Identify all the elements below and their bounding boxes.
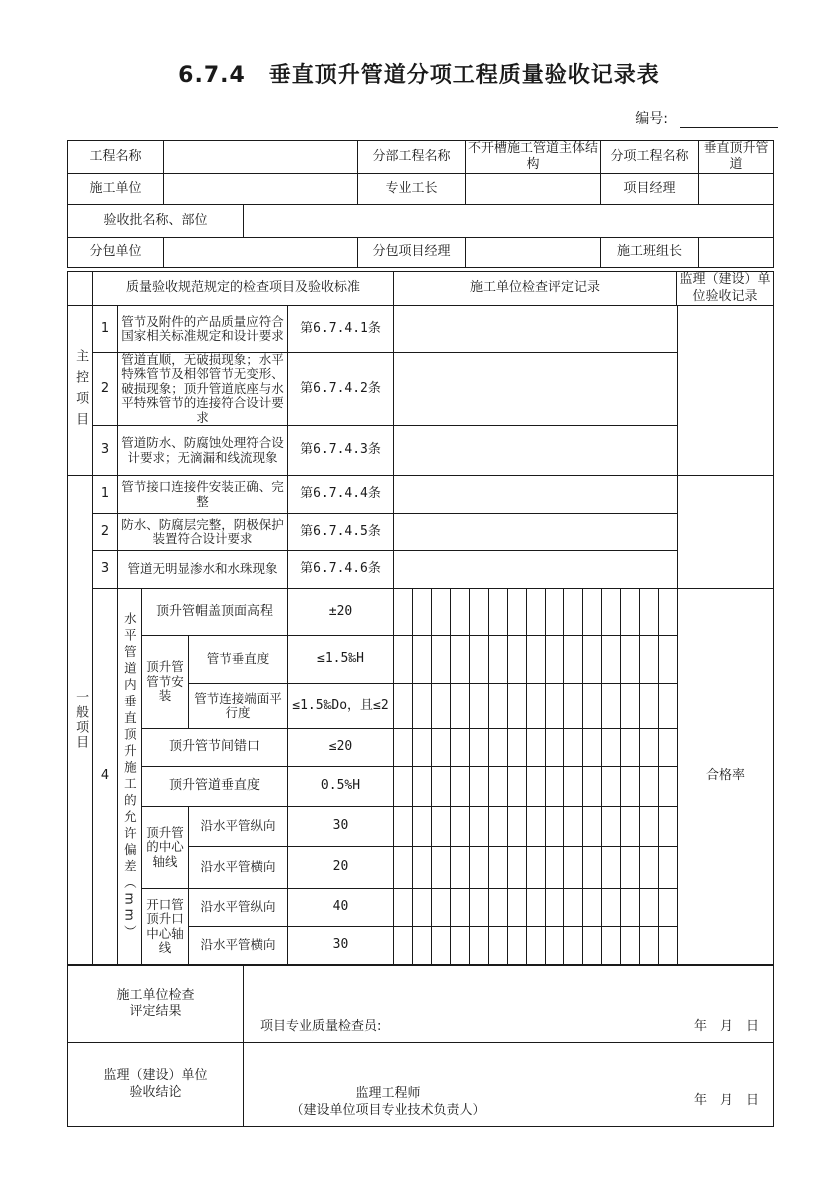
record-grid-cell[interactable]: [489, 589, 508, 635]
record-grid-cell[interactable]: [564, 807, 583, 846]
record-grid-cell[interactable]: [583, 684, 602, 728]
supervisor-conclusion-label: 监理（建设）单位验收结论: [103, 1068, 208, 1100]
record-grid-cell[interactable]: [451, 684, 470, 728]
record-grid-cell[interactable]: [451, 729, 470, 766]
deviation-row: [189, 807, 677, 847]
record-grid-cell[interactable]: [659, 729, 677, 766]
deviation-description: 顶升管节间错口: [142, 729, 288, 767]
record-grid-cell[interactable]: [583, 589, 602, 635]
record-grid-cell[interactable]: [640, 767, 659, 806]
allowed-deviation-section: [93, 589, 677, 964]
serial-label: 编号:: [635, 111, 668, 127]
builder-value[interactable]: [164, 174, 358, 205]
record-grid-cell[interactable]: [470, 684, 489, 728]
master-item-row: [93, 353, 677, 426]
item-standard-ref: 第6.7.4.2条: [288, 353, 394, 426]
record-grid-cell[interactable]: [470, 927, 489, 964]
record-grid-cell[interactable]: [564, 889, 583, 926]
record-grid-cell[interactable]: [394, 589, 413, 635]
deviation-group-label: 顶升管管节安装: [142, 636, 189, 729]
record-grid-cell[interactable]: [564, 729, 583, 766]
item-number: 2: [93, 514, 118, 551]
acceptance-batch-value[interactable]: [244, 205, 773, 238]
header-items-label: 质量验收规范规定的检查项目及验收标准: [93, 272, 394, 306]
deviation-tolerance: ≤1.5‰Do，且≤2: [288, 684, 394, 729]
record-grid-cell[interactable]: [621, 847, 640, 888]
deviation-description: 沿水平管纵向: [189, 889, 288, 927]
record-grid-cell[interactable]: [640, 807, 659, 846]
record-grid-cell[interactable]: [432, 767, 451, 806]
record-grid-cell[interactable]: [432, 889, 451, 926]
deviation-row: [189, 684, 677, 729]
record-grid-cell[interactable]: [508, 767, 527, 806]
record-grid-cell[interactable]: [602, 807, 621, 846]
pass-rate-cell: 合格率: [705, 768, 745, 784]
record-grid-cell[interactable]: [413, 767, 432, 806]
item-description: 管节接口连接件安装正确、完整: [118, 476, 288, 514]
signature-table: [67, 965, 774, 1127]
master-section-label: 主控项目: [68, 306, 93, 476]
foreman-label: 专业工长: [358, 174, 466, 205]
record-grid: [394, 927, 677, 964]
header-contractor-record-label: 施工单位检查评定记录: [394, 272, 677, 306]
general-item-row: [93, 476, 677, 514]
record-grid-cell[interactable]: [583, 927, 602, 964]
contractor-record-cell[interactable]: [394, 353, 677, 426]
deviation-tolerance: 40: [288, 889, 394, 927]
record-grid-cell[interactable]: [621, 927, 640, 964]
general-section-label: 一般项目: [68, 476, 93, 964]
record-grid-cell[interactable]: [508, 636, 527, 683]
contractor-record-cell[interactable]: [394, 551, 677, 589]
record-grid-cell[interactable]: [640, 636, 659, 683]
deviation-group-label: 开口管顶升口中心轴线: [142, 889, 189, 964]
record-grid-cell[interactable]: [621, 589, 640, 635]
deviation-tolerance: ±20: [288, 589, 394, 636]
contractor-record-cell[interactable]: [394, 426, 677, 476]
item-description: 管道无明显渗水和水珠现象: [118, 551, 288, 589]
record-grid-cell[interactable]: [602, 684, 621, 728]
record-grid-cell[interactable]: [583, 807, 602, 846]
record-grid-cell[interactable]: [564, 684, 583, 728]
supervisor-engineer-sublabel: （建设单位项目专业技术负责人）: [290, 1103, 486, 1119]
record-grid-cell[interactable]: [564, 847, 583, 888]
record-grid: [394, 767, 677, 807]
record-grid-cell[interactable]: [583, 729, 602, 766]
subitem-work-value: 垂直顶升管道: [699, 141, 773, 174]
record-grid: [394, 589, 677, 636]
deviation-description: 管节连接端面平行度: [189, 684, 288, 729]
project-manager-value[interactable]: [699, 174, 773, 205]
inspection-table: [67, 271, 774, 965]
item-number: 1: [93, 476, 118, 514]
master-item-row: [93, 306, 677, 353]
record-grid-cell[interactable]: [451, 636, 470, 683]
record-grid-cell[interactable]: [659, 889, 677, 926]
record-grid-cell[interactable]: [508, 807, 527, 846]
record-grid-cell[interactable]: [527, 847, 546, 888]
deviation-group: [142, 807, 677, 889]
item-description: 管道直顺，无破损现象；水平特殊管节及相邻管节无变形、破损现象；顶升管道底座与水平特殊管节的连接符合设计要求: [118, 353, 288, 426]
record-grid-cell[interactable]: [413, 729, 432, 766]
record-grid-cell[interactable]: [508, 589, 527, 635]
contractor-result-label: 施工单位检查评定结果: [116, 987, 195, 1019]
record-grid-cell[interactable]: [602, 767, 621, 806]
contractor-record-cell[interactable]: [394, 306, 677, 353]
record-grid-cell[interactable]: [659, 589, 677, 635]
record-grid-cell[interactable]: [394, 927, 413, 964]
deviation-row: [189, 847, 677, 889]
record-grid-cell[interactable]: [546, 589, 565, 635]
deviation-row: [142, 589, 677, 636]
record-grid-cell[interactable]: [640, 927, 659, 964]
record-grid-cell[interactable]: [489, 847, 508, 888]
record-grid-cell[interactable]: [451, 589, 470, 635]
record-grid-cell[interactable]: [394, 729, 413, 766]
deviation-group-label: 顶升管的中心轴线: [142, 807, 189, 889]
record-grid-cell[interactable]: [451, 807, 470, 846]
record-grid-cell[interactable]: [659, 684, 677, 728]
deviation-row: [189, 636, 677, 684]
sub-project-manager-label: 分包项目经理: [358, 238, 466, 267]
supervisor-record-cell[interactable]: [678, 476, 773, 589]
contractor-result-area[interactable]: [244, 966, 773, 1043]
record-grid-cell[interactable]: [470, 589, 489, 635]
deviation-tolerance: 30: [288, 807, 394, 847]
record-grid-cell[interactable]: [413, 636, 432, 683]
info-row-3: [68, 205, 773, 238]
item-number: 4: [93, 589, 118, 964]
record-grid-cell[interactable]: [527, 684, 546, 728]
deviation-row: [189, 927, 677, 964]
general-items-block: [68, 476, 773, 964]
record-grid-cell[interactable]: [546, 636, 565, 683]
record-grid-cell[interactable]: [451, 847, 470, 888]
info-row-1: [68, 141, 773, 174]
form-title: 6.7.4 垂直顶升管道分项工程质量验收记录表: [178, 63, 660, 88]
builder-label: 施工单位: [68, 174, 164, 205]
record-grid-cell[interactable]: [621, 889, 640, 926]
record-grid-cell[interactable]: [564, 636, 583, 683]
supervisor-engineer-label: 监理工程师: [355, 1085, 421, 1101]
master-items-block: [68, 306, 773, 476]
record-grid-cell[interactable]: [432, 807, 451, 846]
record-grid-cell[interactable]: [470, 767, 489, 806]
record-grid: [394, 807, 677, 847]
record-grid-cell[interactable]: [413, 589, 432, 635]
item-standard-ref: 第6.7.4.5条: [288, 514, 394, 551]
record-grid-cell[interactable]: [451, 889, 470, 926]
record-grid-cell[interactable]: [602, 589, 621, 635]
record-grid-cell[interactable]: [527, 636, 546, 683]
info-row-2: [68, 174, 773, 205]
item-number: 1: [93, 306, 118, 353]
deviation-description: 顶升管道垂直度: [142, 767, 288, 807]
record-grid-cell[interactable]: [394, 636, 413, 683]
master-item-row: [93, 426, 677, 476]
deviation-row: [142, 767, 677, 807]
record-grid: [394, 729, 677, 767]
supervisor-date-placeholder: 年 月 日: [693, 1093, 759, 1108]
quality-inspector-signature-label: 项目专业质量检查员:: [260, 1019, 382, 1034]
record-grid-cell[interactable]: [659, 767, 677, 806]
project-info-table: [67, 140, 774, 268]
division-work-value: 不开槽施工管道主体结构: [466, 141, 601, 174]
record-grid-cell[interactable]: [621, 729, 640, 766]
record-grid-cell[interactable]: [508, 684, 527, 728]
deviation-tolerance: ≤1.5‰H: [288, 636, 394, 684]
record-grid-cell[interactable]: [394, 767, 413, 806]
record-grid-cell[interactable]: [564, 927, 583, 964]
general-item-row: [93, 551, 677, 589]
header-supervisor-record-label: 监理（建设）单位验收记录: [677, 272, 773, 306]
record-grid-cell[interactable]: [508, 729, 527, 766]
record-grid-cell[interactable]: [659, 636, 677, 683]
record-grid-cell[interactable]: [527, 589, 546, 635]
supervisor-conclusion-label-cell: [68, 1043, 244, 1126]
record-grid-cell[interactable]: [470, 847, 489, 888]
inspection-header-row: [68, 272, 773, 306]
deviation-description: 沿水平管横向: [189, 927, 288, 964]
record-grid-cell[interactable]: [394, 684, 413, 728]
foreman-value[interactable]: [466, 174, 601, 205]
record-grid-cell[interactable]: [470, 729, 489, 766]
deviation-group: [142, 636, 677, 729]
item-number: 3: [93, 551, 118, 589]
record-grid: [394, 636, 677, 684]
record-grid-cell[interactable]: [640, 729, 659, 766]
item-standard-ref: 第6.7.4.1条: [288, 306, 394, 353]
deviation-row: [142, 729, 677, 767]
record-grid-cell[interactable]: [621, 684, 640, 728]
record-grid-cell[interactable]: [583, 847, 602, 888]
record-grid-cell[interactable]: [470, 636, 489, 683]
item-description: 管节及附件的产品质量应符合国家相关标准规定和设计要求: [118, 306, 288, 353]
supervisor-conclusion-row: [68, 1043, 773, 1126]
supervisor-conclusion-area[interactable]: [244, 1043, 773, 1126]
record-grid-cell[interactable]: [583, 889, 602, 926]
record-grid-cell[interactable]: [470, 889, 489, 926]
record-grid-cell[interactable]: [602, 636, 621, 683]
record-grid-cell[interactable]: [659, 847, 677, 888]
record-grid-cell[interactable]: [489, 636, 508, 683]
record-grid-cell[interactable]: [432, 927, 451, 964]
record-grid-cell[interactable]: [489, 684, 508, 728]
record-grid-cell[interactable]: [394, 847, 413, 888]
deviation-tolerance: 20: [288, 847, 394, 889]
record-grid-cell[interactable]: [413, 807, 432, 846]
general-item-row: [93, 514, 677, 551]
record-grid: [394, 889, 677, 927]
record-grid-cell[interactable]: [546, 889, 565, 926]
serial-row: [635, 108, 778, 128]
record-grid-cell[interactable]: [602, 847, 621, 888]
record-grid-cell[interactable]: [640, 847, 659, 888]
item-standard-ref: 第6.7.4.4条: [288, 476, 394, 514]
supervisor-record-cell[interactable]: [678, 306, 773, 476]
serial-input-line[interactable]: [680, 109, 778, 128]
record-grid-cell[interactable]: [621, 807, 640, 846]
deviation-tolerance: ≤20: [288, 729, 394, 767]
record-grid-cell[interactable]: [546, 927, 565, 964]
record-grid-cell[interactable]: [508, 847, 527, 888]
project-name-label: 工程名称: [68, 141, 164, 174]
record-grid-cell[interactable]: [621, 767, 640, 806]
record-grid-cell[interactable]: [583, 636, 602, 683]
record-grid-cell[interactable]: [394, 889, 413, 926]
record-grid-cell[interactable]: [432, 636, 451, 683]
record-grid: [394, 847, 677, 889]
crew-leader-value[interactable]: [699, 238, 773, 267]
record-grid-cell[interactable]: [659, 927, 677, 964]
record-grid-cell[interactable]: [640, 589, 659, 635]
record-grid-cell[interactable]: [432, 589, 451, 635]
item-number: 2: [93, 353, 118, 426]
contractor-record-cell[interactable]: [394, 476, 677, 514]
record-grid-cell[interactable]: [659, 807, 677, 846]
deviation-description: 沿水平管横向: [189, 847, 288, 889]
supervisor-signature-block: [270, 1085, 506, 1120]
record-grid-cell[interactable]: [564, 767, 583, 806]
deviation-description: 管节垂直度: [189, 636, 288, 684]
subcontractor-value[interactable]: [164, 238, 358, 267]
record-grid-cell[interactable]: [432, 684, 451, 728]
project-name-value[interactable]: [164, 141, 358, 174]
record-grid-cell[interactable]: [564, 589, 583, 635]
deviation-group: [142, 889, 677, 964]
record-grid-cell[interactable]: [640, 889, 659, 926]
record-grid-cell[interactable]: [527, 889, 546, 926]
record-grid-cell[interactable]: [546, 684, 565, 728]
contractor-date-placeholder: 年 月 日: [693, 1019, 759, 1034]
record-grid-cell[interactable]: [489, 729, 508, 766]
deviation-tolerance: 0.5%H: [288, 767, 394, 807]
record-grid-cell[interactable]: [489, 807, 508, 846]
record-grid: [394, 684, 677, 729]
record-grid-cell[interactable]: [394, 807, 413, 846]
record-grid-cell[interactable]: [489, 927, 508, 964]
acceptance-batch-label: 验收批名称、部位: [68, 205, 244, 238]
record-grid-cell[interactable]: [508, 927, 527, 964]
record-grid-cell[interactable]: [621, 636, 640, 683]
project-manager-label: 项目经理: [601, 174, 699, 205]
record-grid-cell[interactable]: [546, 847, 565, 888]
contractor-result-row: [68, 966, 773, 1043]
item-description: 管道防水、防腐蚀处理符合设计要求；无滴漏和线流现象: [118, 426, 288, 476]
record-grid-cell[interactable]: [413, 889, 432, 926]
contractor-record-cell[interactable]: [394, 514, 677, 551]
item-standard-ref: 第6.7.4.6条: [288, 551, 394, 589]
deviation-description: 沿水平管纵向: [189, 807, 288, 847]
record-grid-cell[interactable]: [527, 807, 546, 846]
record-grid-cell[interactable]: [546, 807, 565, 846]
record-grid-cell[interactable]: [602, 889, 621, 926]
record-grid-cell[interactable]: [527, 729, 546, 766]
record-grid-cell[interactable]: [508, 889, 527, 926]
record-grid-cell[interactable]: [432, 729, 451, 766]
record-grid-cell[interactable]: [602, 927, 621, 964]
record-grid-cell[interactable]: [527, 927, 546, 964]
allowed-deviation-vertical-label: 水平管道内垂直顶升施工的允许偏差（mm）: [118, 589, 142, 964]
record-grid-cell[interactable]: [413, 847, 432, 888]
record-grid-cell[interactable]: [489, 889, 508, 926]
deviation-description: 顶升管帽盖顶面高程: [142, 589, 288, 636]
header-spacer-cell: [68, 272, 93, 306]
record-grid-cell[interactable]: [451, 767, 470, 806]
item-description: 防水、防腐层完整，阴极保护装置符合设计要求: [118, 514, 288, 551]
record-grid-cell[interactable]: [583, 767, 602, 806]
subcontractor-label: 分包单位: [68, 238, 164, 267]
subitem-work-label: 分项工程名称: [601, 141, 699, 174]
record-grid-cell[interactable]: [489, 767, 508, 806]
record-grid-cell[interactable]: [640, 684, 659, 728]
record-grid-cell[interactable]: [546, 729, 565, 766]
item-standard-ref: 第6.7.4.3条: [288, 426, 394, 476]
deviation-row: [189, 889, 677, 927]
record-grid-cell[interactable]: [432, 847, 451, 888]
deviation-tolerance: 30: [288, 927, 394, 964]
info-row-4: [68, 238, 773, 267]
record-grid-cell[interactable]: [602, 729, 621, 766]
record-grid-cell[interactable]: [546, 767, 565, 806]
division-work-label: 分部工程名称: [358, 141, 466, 174]
sub-project-manager-value[interactable]: [466, 238, 601, 267]
record-grid-cell[interactable]: [470, 807, 489, 846]
record-grid-cell[interactable]: [451, 927, 470, 964]
crew-leader-label: 施工班组长: [601, 238, 699, 267]
item-number: 3: [93, 426, 118, 476]
contractor-result-label-cell: [68, 966, 244, 1043]
record-grid-cell[interactable]: [413, 927, 432, 964]
record-grid-cell[interactable]: [413, 684, 432, 728]
record-grid-cell[interactable]: [527, 767, 546, 806]
